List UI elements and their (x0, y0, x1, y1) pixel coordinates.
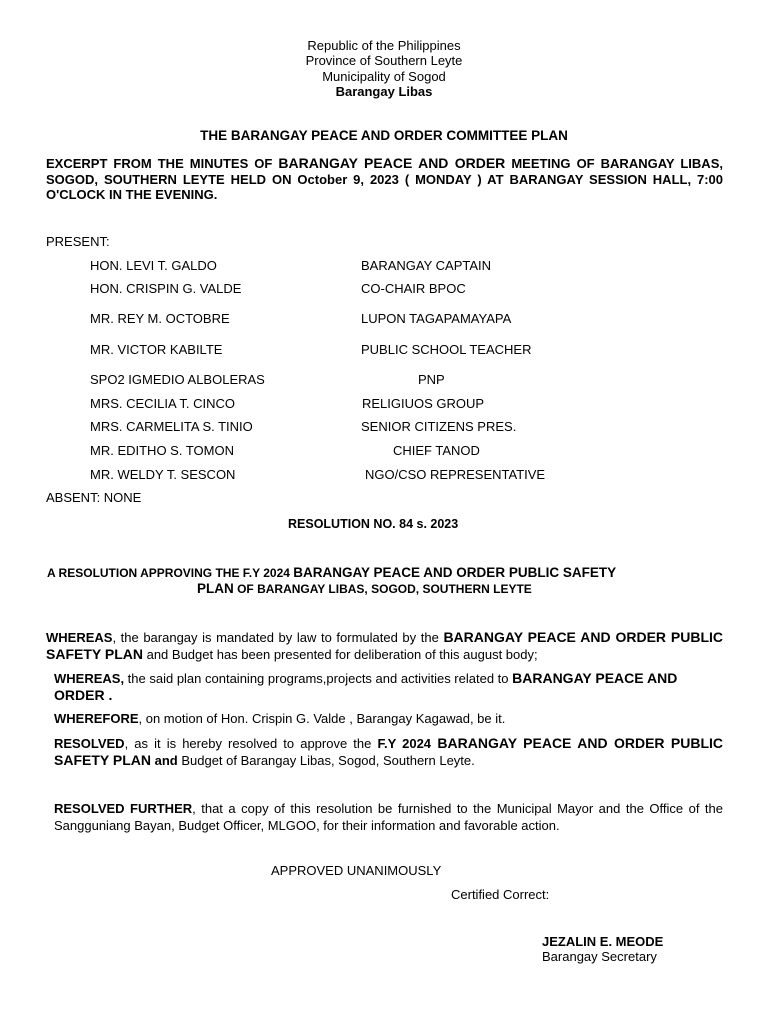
attendee-role: CHIEF TANOD (393, 443, 480, 458)
resolved-further-label: RESOLVED FURTHER (54, 801, 193, 816)
excerpt-paragraph (46, 156, 723, 203)
wherefore-text: , on motion of Hon. Crispin G. Valde , Barangay Kagawad, be it. (138, 711, 506, 726)
attendee-role: BARANGAY CAPTAIN (361, 258, 492, 273)
excerpt-part3: MEETING OF BARANGAY LIBAS, SOGOD, SOUTHERN LEYTE HELD ON (46, 156, 723, 187)
present-label: PRESENT: (46, 234, 110, 249)
header-municipality: Municipality of Sogod (322, 69, 446, 84)
whereas-paragraph-2 (54, 670, 723, 704)
wherefore-paragraph (54, 711, 723, 728)
whereas1-plan: BARANGAY PEACE AND ORDER PUBLIC SAFETY PLAN (46, 629, 724, 662)
certified-correct: Certified Correct: (451, 887, 550, 902)
wherefore-label: WHEREFORE (54, 711, 139, 726)
attendee-name: HON. LEVI T. GALDO (90, 258, 217, 273)
resolved-label: RESOLVED (54, 736, 125, 751)
resolution-number: RESOLUTION NO. 84 s. 2023 (288, 517, 459, 531)
whereas1-label: WHEREAS (46, 630, 113, 645)
excerpt-part2: BARANGAY PEACE AND ORDER (278, 155, 506, 171)
header-republic: Republic of the Philippines (307, 38, 461, 53)
absent-label: ABSENT: NONE (46, 490, 142, 505)
attendee-name: MRS. CECILIA T. CINCO (90, 396, 235, 411)
whereas1-tail: and Budget has been presented for deliberation of this august body; (142, 647, 538, 662)
whereas2-label: WHEREAS, (54, 671, 125, 686)
signatory-name: JEZALIN E. MEODE (542, 934, 664, 949)
resolved-further-paragraph (54, 801, 723, 834)
attendee-name: HON. CRISPIN G. VALDE (90, 281, 242, 296)
attendee-name: MRS. CARMELITA S. TINIO (90, 419, 253, 434)
attendee-name: MR. VICTOR KABILTE (90, 342, 223, 357)
resolved-tail: Budget of Barangay Libas, Sogod, Southern Leyte. (177, 753, 475, 768)
whereas1-text: , the barangay is mandated by law to formulated by the (112, 630, 444, 645)
whereas-paragraph-1 (46, 629, 723, 663)
resolution-title-big1: BARANGAY PEACE AND ORDER PUBLIC SAFETY (293, 565, 617, 580)
resolution-title-big2: PLAN (197, 581, 234, 596)
resolved-and: and (150, 753, 178, 768)
resolution-title-line2 (197, 580, 532, 598)
plan-title: THE BARANGAY PEACE AND ORDER COMMITTEE PLAN (200, 128, 568, 143)
approved-unanimously: APPROVED UNANIMOUSLY (271, 863, 442, 878)
header-barangay: Barangay Libas (335, 84, 433, 99)
attendee-role: CO-CHAIR BPOC (361, 281, 466, 296)
attendee-role: NGO/CSO REPRESENTATIVE (365, 467, 546, 482)
attendee-role: LUPON TAGAPAMAYAPA (361, 311, 512, 326)
excerpt-date: October 9, 2023 (297, 171, 399, 187)
excerpt-part5: ( MONDAY ) AT BARANGAY SESSION HALL, 7:00 O'CLOCK IN THE EVENING. (46, 171, 724, 202)
attendee-role: PUBLIC SCHOOL TEACHER (361, 342, 532, 357)
attendee-name: MR. WELDY T. SESCON (90, 467, 236, 482)
resolved-plan: BARANGAY PEACE AND ORDER PUBLIC SAFETY PLAN (54, 735, 723, 768)
signatory-title: Barangay Secretary (542, 949, 657, 964)
attendee-name: SPO2 IGMEDIO ALBOLERAS (90, 372, 265, 387)
resolved-further-text: , that a copy of this resolution be furnished to the Municipal Mayor and the Office of the Sangguniang Bayan, Budget Officer, MLGOO, for their information and favorable action. (54, 801, 724, 833)
header-province: Province of Southern Leyte (305, 53, 463, 68)
attendee-role: SENIOR CITIZENS PRES. (361, 419, 517, 434)
attendee-name: MR. REY M. OCTOBRE (90, 311, 230, 326)
resolved-fy: F.Y 2024 (377, 736, 432, 751)
resolved-text: , as it is hereby resolved to approve the (124, 736, 378, 751)
excerpt-part1: EXCERPT FROM THE MINUTES OF (46, 156, 279, 171)
attendee-role: RELIGIUOS GROUP (362, 396, 485, 411)
attendee-name: MR. EDITHO S. TOMON (90, 443, 234, 458)
resolution-title-small1: A RESOLUTION APPROVING THE F.Y 2024 (47, 566, 294, 580)
whereas2-text: the said plan containing programs,projects and activities related to (124, 671, 513, 686)
whereas2-bold: BARANGAY PEACE AND ORDER . (54, 670, 678, 703)
resolution-title-small2: OF BARANGAY LIBAS, SOGOD, SOUTHERN LEYTE (233, 582, 532, 596)
resolved-paragraph (54, 735, 723, 769)
attendee-role: PNP (418, 372, 445, 387)
